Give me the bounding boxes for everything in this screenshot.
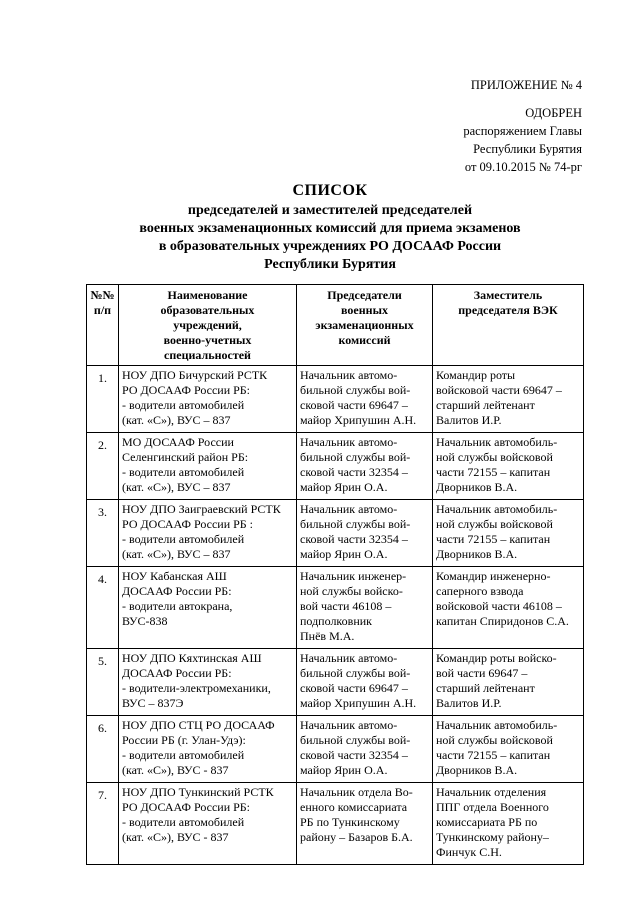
cell-line: бильной службы вой- xyxy=(300,666,411,680)
cell-line: ной службы войсковой xyxy=(436,450,553,464)
deputy-cell xyxy=(433,567,584,649)
commission-table xyxy=(86,284,584,865)
annex-number: ПРИЛОЖЕНИЕ № 4 xyxy=(470,78,582,92)
cell-line: вой части 46108 – xyxy=(300,599,392,613)
table-row xyxy=(87,783,584,865)
cell-line: майор Ярин О.А. xyxy=(300,763,388,777)
cell-line: комиссариата РБ по xyxy=(436,815,538,829)
header-num xyxy=(87,285,119,366)
cell-line: майор Хрипушин А.Н. xyxy=(300,413,417,427)
cell-line: сковой части 32354 – xyxy=(300,532,408,546)
cell-line: войсковой части 69647 – xyxy=(436,383,562,397)
title-line-2: военных экзаменационных комиссий для приема экзаменов xyxy=(139,221,521,236)
deputy-cell xyxy=(433,649,584,716)
deputy-cell xyxy=(433,716,584,783)
cell-line: майор Ярин О.А. xyxy=(300,480,388,494)
cell-line: Валитов И.Р. xyxy=(436,413,502,427)
row-number: 7. xyxy=(87,783,119,865)
cell-line: Начальник отделения xyxy=(436,785,547,799)
table-row xyxy=(87,500,584,567)
cell-line: НОУ Кабанская АШ xyxy=(122,569,227,583)
cell-line: (кат. «С»), ВУС – 837 xyxy=(122,547,231,561)
cell-line: Командир роты войско- xyxy=(436,651,557,665)
cell-line: Финчук С.Н. xyxy=(436,845,502,859)
cell-line: енного комиссариата xyxy=(300,800,408,814)
cell-line: сковой части 32354 – xyxy=(300,748,408,762)
title-line-3: в образовательных учреждениях РО ДОСААФ России xyxy=(158,239,502,254)
cell-line: председателя ВЭК xyxy=(458,303,558,317)
cell-line: саперного взвода xyxy=(436,584,524,598)
cell-line: образовательных xyxy=(160,303,255,317)
cell-line: (кат. «С»), ВУС - 837 xyxy=(122,763,229,777)
institution-cell xyxy=(119,500,297,567)
cell-line: бильной службы вой- xyxy=(300,450,411,464)
chairman-cell xyxy=(297,366,433,433)
cell-line: комиссий xyxy=(338,333,391,347)
chairman-cell xyxy=(297,783,433,865)
deputy-cell xyxy=(433,433,584,500)
cell-line: сковой части 69647 – xyxy=(300,681,408,695)
approval-line-1: распоряжением Главы xyxy=(463,124,582,138)
institution-cell xyxy=(119,366,297,433)
cell-line: (кат. «С»), ВУС - 837 xyxy=(122,830,229,844)
cell-line: ДОСААФ России РБ: xyxy=(122,584,232,598)
cell-line: Наименование xyxy=(167,288,248,302)
title-main: СПИСОК xyxy=(292,182,368,199)
title-line-1: председателей и заместителей председателей xyxy=(187,203,473,218)
cell-line: п/п xyxy=(93,303,112,317)
table-row xyxy=(87,716,584,783)
cell-line: военных xyxy=(341,303,388,317)
institution-cell xyxy=(119,783,297,865)
cell-line: вой части 69647 – xyxy=(436,666,528,680)
approved-label: ОДОБРЕН xyxy=(525,106,582,120)
approval-block xyxy=(463,76,582,176)
cell-line: Начальник автомобиль- xyxy=(436,435,558,449)
table-row xyxy=(87,649,584,716)
cell-line: бильной службы вой- xyxy=(300,517,411,531)
header-deputy xyxy=(433,285,584,366)
approval-date: от 09.10.2015 № 74-рг xyxy=(464,160,582,174)
cell-line: РО ДОСААФ России РБ : xyxy=(122,517,254,531)
cell-line: России РБ (г. Улан-Удэ): xyxy=(122,733,246,747)
cell-line: экзаменационных xyxy=(315,318,414,332)
cell-line: Селенгинский район РБ: xyxy=(122,450,249,464)
chairman-cell xyxy=(297,433,433,500)
cell-line: старший лейтенант xyxy=(436,398,535,412)
cell-line: Начальник автомо- xyxy=(300,651,398,665)
cell-line: Начальник отдела Во- xyxy=(300,785,413,799)
cell-line: военно-учетных xyxy=(163,333,252,347)
cell-line: Начальник автомо- xyxy=(300,368,398,382)
cell-line: подполковник xyxy=(300,614,372,628)
cell-line: Дворников В.А. xyxy=(436,547,518,561)
cell-line: Начальник автомо- xyxy=(300,502,398,516)
cell-line: ДОСААФ России РБ: xyxy=(122,666,232,680)
cell-line: №№ xyxy=(90,288,115,302)
cell-line: Председатели xyxy=(327,288,402,302)
approval-line-2: Республики Бурятия xyxy=(473,142,582,156)
title-line-4: Республики Бурятия xyxy=(264,257,396,272)
cell-line: бильной службы вой- xyxy=(300,383,411,397)
cell-line: майор Ярин О.А. xyxy=(300,547,388,561)
chairman-cell xyxy=(297,649,433,716)
cell-line: сковой части 32354 – xyxy=(300,465,408,479)
cell-line: - водители автомобилей xyxy=(122,532,245,546)
cell-line: РБ по Тункинскому xyxy=(300,815,400,829)
cell-line: старший лейтенант xyxy=(436,681,535,695)
cell-line: майор Хрипушин А.Н. xyxy=(300,696,417,710)
cell-line: - водители автомобилей xyxy=(122,398,245,412)
header-chairman xyxy=(297,285,433,366)
header-institution xyxy=(119,285,297,366)
cell-line: Дворников В.А. xyxy=(436,480,518,494)
cell-line: району – Базаров Б.А. xyxy=(300,830,413,844)
row-number: 4. xyxy=(87,567,119,649)
deputy-cell xyxy=(433,783,584,865)
cell-line: части 72155 – капитан xyxy=(436,532,551,546)
deputy-cell xyxy=(433,366,584,433)
cell-line: Валитов И.Р. xyxy=(436,696,502,710)
cell-line: МО ДОСААФ России xyxy=(122,435,234,449)
cell-line: (кат. «С»), ВУС – 837 xyxy=(122,480,231,494)
cell-line: ППГ отдела Военного xyxy=(436,800,549,814)
institution-cell xyxy=(119,567,297,649)
cell-line: Начальник автомобиль- xyxy=(436,502,558,516)
table-body xyxy=(87,366,584,865)
row-number: 2. xyxy=(87,433,119,500)
document-title xyxy=(60,182,600,274)
table-row xyxy=(87,433,584,500)
cell-line: - водители-электромеханики, xyxy=(122,681,271,695)
cell-line: ВУС – 837Э xyxy=(122,696,184,710)
table-header-row xyxy=(87,285,584,366)
cell-line: НОУ ДПО Заиграевский РСТК xyxy=(122,502,281,516)
cell-line: Дворников В.А. xyxy=(436,763,518,777)
deputy-cell xyxy=(433,500,584,567)
cell-line: - водители автомобилей xyxy=(122,815,245,829)
cell-line: РО ДОСААФ России РБ: xyxy=(122,383,251,397)
cell-line: - водители автомобилей xyxy=(122,465,245,479)
cell-line: РО ДОСААФ России РБ: xyxy=(122,800,251,814)
institution-cell xyxy=(119,649,297,716)
cell-line: части 72155 – капитан xyxy=(436,465,551,479)
cell-line: ной службы войсковой xyxy=(436,733,553,747)
cell-line: Тункинскому району– xyxy=(436,830,549,844)
row-number: 6. xyxy=(87,716,119,783)
cell-line: Командир роты xyxy=(436,368,516,382)
cell-line: Заместитель xyxy=(473,288,543,302)
cell-line: Начальник инженер- xyxy=(300,569,407,583)
cell-line: ной службы войско- xyxy=(300,584,403,598)
cell-line: сковой части 69647 – xyxy=(300,398,408,412)
cell-line: Начальник автомо- xyxy=(300,435,398,449)
table-row xyxy=(87,366,584,433)
cell-line: НОУ ДПО Бичурский РСТК xyxy=(122,368,268,382)
chairman-cell xyxy=(297,716,433,783)
cell-line: - водители автокрана, xyxy=(122,599,233,613)
row-number: 1. xyxy=(87,366,119,433)
cell-line: специальностей xyxy=(164,348,251,362)
cell-line: Пнёв М.А. xyxy=(300,629,355,643)
cell-line: войсковой части 46108 – xyxy=(436,599,562,613)
cell-line: (кат. «С»), ВУС – 837 xyxy=(122,413,231,427)
chairman-cell xyxy=(297,567,433,649)
row-number: 5. xyxy=(87,649,119,716)
cell-line: ной службы войсковой xyxy=(436,517,553,531)
cell-line: - водители автомобилей xyxy=(122,748,245,762)
cell-line: учреждений, xyxy=(173,318,242,332)
institution-cell xyxy=(119,716,297,783)
cell-line: Начальник автомобиль- xyxy=(436,718,558,732)
cell-line: Начальник автомо- xyxy=(300,718,398,732)
cell-line: ВУС-838 xyxy=(122,614,168,628)
cell-line: капитан Спиридонов С.А. xyxy=(436,614,569,628)
cell-line: бильной службы вой- xyxy=(300,733,411,747)
row-number: 3. xyxy=(87,500,119,567)
chairman-cell xyxy=(297,500,433,567)
cell-line: Командир инженерно- xyxy=(436,569,551,583)
cell-line: части 72155 – капитан xyxy=(436,748,551,762)
cell-line: НОУ ДПО Кяхтинская АШ xyxy=(122,651,262,665)
institution-cell xyxy=(119,433,297,500)
table-row xyxy=(87,567,584,649)
cell-line: НОУ ДПО Тункинский РСТК xyxy=(122,785,274,799)
cell-line: НОУ ДПО СТЦ РО ДОСААФ xyxy=(122,718,275,732)
